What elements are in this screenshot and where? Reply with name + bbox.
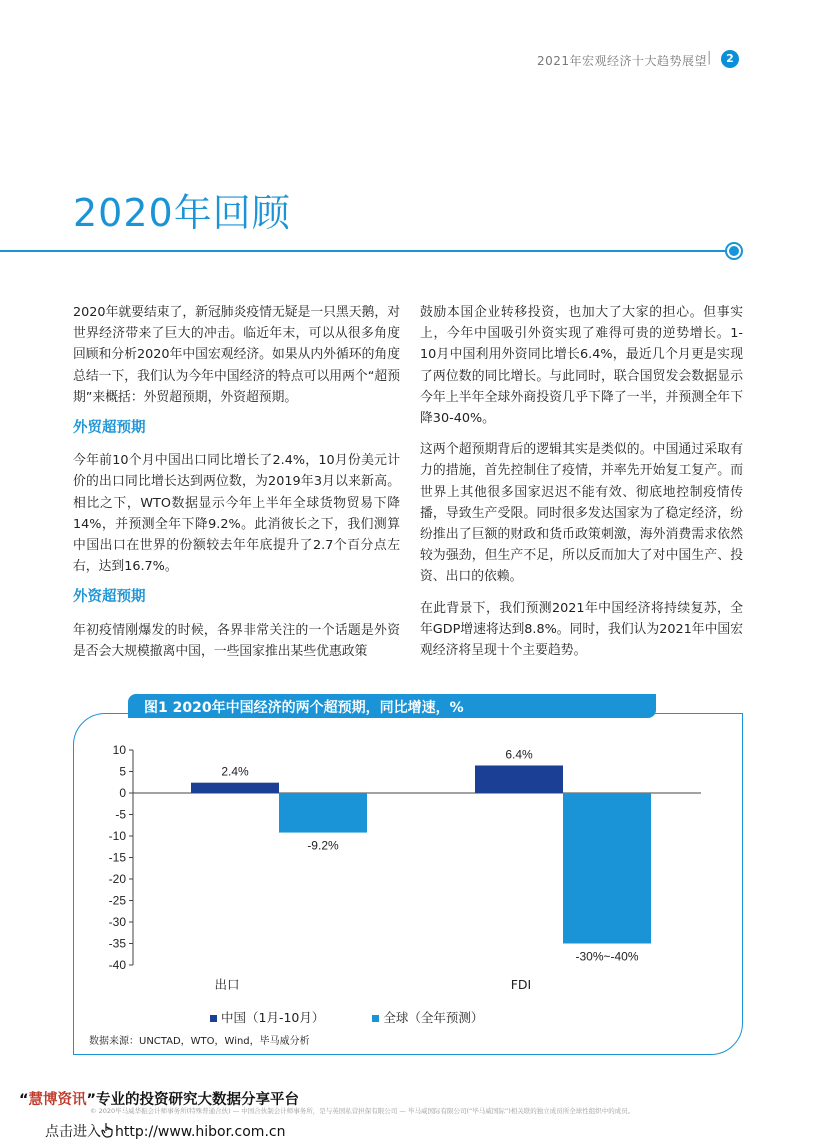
data-label: 2.4% [221,764,249,779]
chart-source: 数据来源：UNCTAD，WTO，Wind，毕马威分析 [89,1036,310,1047]
outlook-paragraph: 在此背景下，我们预测2021年中国经济将持续复苏，全年GDP增速将达到8.8%。同时，我们认为2021年中国宏观经济将呈现十个主要趋势。 [420,600,743,659]
fdi-paragraph: 年初疫情刚爆发的时候，各界非常关注的一个话题是外资是否会大规模撤离中国，一些国家推出某些优惠政策 [73,622,400,659]
brand-quote: “ [19,1092,29,1108]
heading-trade: 外贸超预期 [73,420,146,437]
bar-0-0 [191,783,279,793]
y-tick-label: -20 [108,872,126,886]
brand-name: 慧博资讯 [28,1092,87,1108]
data-label: 6.4% [505,747,533,762]
y-tick-label: -10 [108,829,126,843]
link-url: http://www.hibor.com.cn [115,1124,286,1140]
site-link[interactable] [45,1121,285,1141]
legend-item-global [372,1008,483,1026]
y-tick-label: 5 [119,764,126,779]
bar-1-0 [279,793,367,833]
section-title: 2020年回顾 [73,191,291,235]
y-tick-label: 10 [112,743,126,757]
legend-label-china: 中国（1月-10月） [221,1010,325,1025]
intro-paragraph: 2020年就要结束了，新冠肺炎疫情无疑是一只黑天鹅，对世界经济带来了巨大的冲击。临近年末，可以从很多角度回顾和分析2020年中国宏观经济。如果从内外循环的角度总结一下，我们认为今年中国经济的特点可以用两个“超预期”来概括：外贸超预期，外资超预期。 [73,305,400,405]
category-label: FDI [510,977,532,992]
logic-paragraph: 这两个超预期背后的逻辑其实是类似的。中国通过采取有力的措施，首先控制住了疫情，并率先开始复工复产。而世界上其他很多国家迟迟不能有效、彻底地控制疫情传播，导致生产受限。同时很多发达国家为了稳定经济，纷纷推出了巨额的财政和货币政策刺激，海外消费需求依然较为强劲，但生产不足，所以反而加大了对中国生产、投资、出口的依赖。 [420,442,743,585]
hand-pointer-icon [101,1122,115,1138]
data-label: -9.2% [307,838,339,853]
copyright-notice: © 2020毕马威华振会计师事务所(特殊普通合伙) — 中国合伙制会计师事务所，是与英国私营担保有限公司 — 毕马威国际有限公司(“毕马威国际”)相关联的独立成员所全球性组织中的成员。 [90,1107,635,1115]
y-tick-label: -35 [108,936,126,951]
y-tick-label: -15 [108,850,126,865]
brand-tagline: ”专业的投资研究大数据分享平台 [86,1092,300,1108]
y-tick-label: 0 [119,786,126,800]
heading-fdi: 外资超预期 [73,589,146,606]
left-text-column [73,302,400,672]
trade-paragraph: 今年前10个月中国出口同比增长了2.4%，10月份美元计价的出口同比增长达到两位数，为2019年3月以来新高。相比之下，WTO数据显示今年上半年全球货物贸易下降14%，并预测全年下降9.2%。此消彼长之下，我们测算中国出口在世界的份额较去年年底提升了2.7个百分点左右，达到16.7%。 [73,453,400,575]
legend-label-global: 全球（全年预测） [383,1010,484,1025]
bar-1-1 [563,793,651,944]
right-text-column [420,302,743,671]
link-prefix: 点击进入 [45,1124,101,1140]
data-label: -30%~-40% [575,949,639,964]
bar-0-1 [475,765,563,793]
title-rule [0,250,735,252]
legend-swatch-china [210,1015,217,1022]
chart-legend [210,1008,527,1026]
category-label: 出口 [214,977,240,992]
y-tick-label: -40 [108,958,126,972]
legend-swatch-global [372,1015,379,1022]
header-separator: | [707,50,712,65]
rule-end-dot [727,244,741,258]
chart-title: 图1 2020年中国经济的两个超预期，同比增速，% [144,700,464,716]
legend-item-china [210,1008,324,1026]
bar-chart [73,735,733,1000]
chart-title-tab [128,694,656,718]
y-tick-label: -25 [108,893,126,908]
page-number-badge: 2 [721,50,739,68]
y-tick-label: -30 [108,915,126,929]
fdi-continued-paragraph: 鼓励本国企业转移投资，也加大了大家的担心。但事实上，今年中国吸引外资实现了难得可贵的逆势增长。1-10月中国利用外资同比增长6.4%，最近几个月更是实现了两位数的同比增长。与此同时，联合国贸发会数据显示今年上半年全球外商投资几乎下降了一半，并预测全年下降30-40%。 [420,305,743,427]
running-header-title: 2021年宏观经济十大趋势展望 [536,54,707,68]
y-tick-label: -5 [115,807,126,822]
